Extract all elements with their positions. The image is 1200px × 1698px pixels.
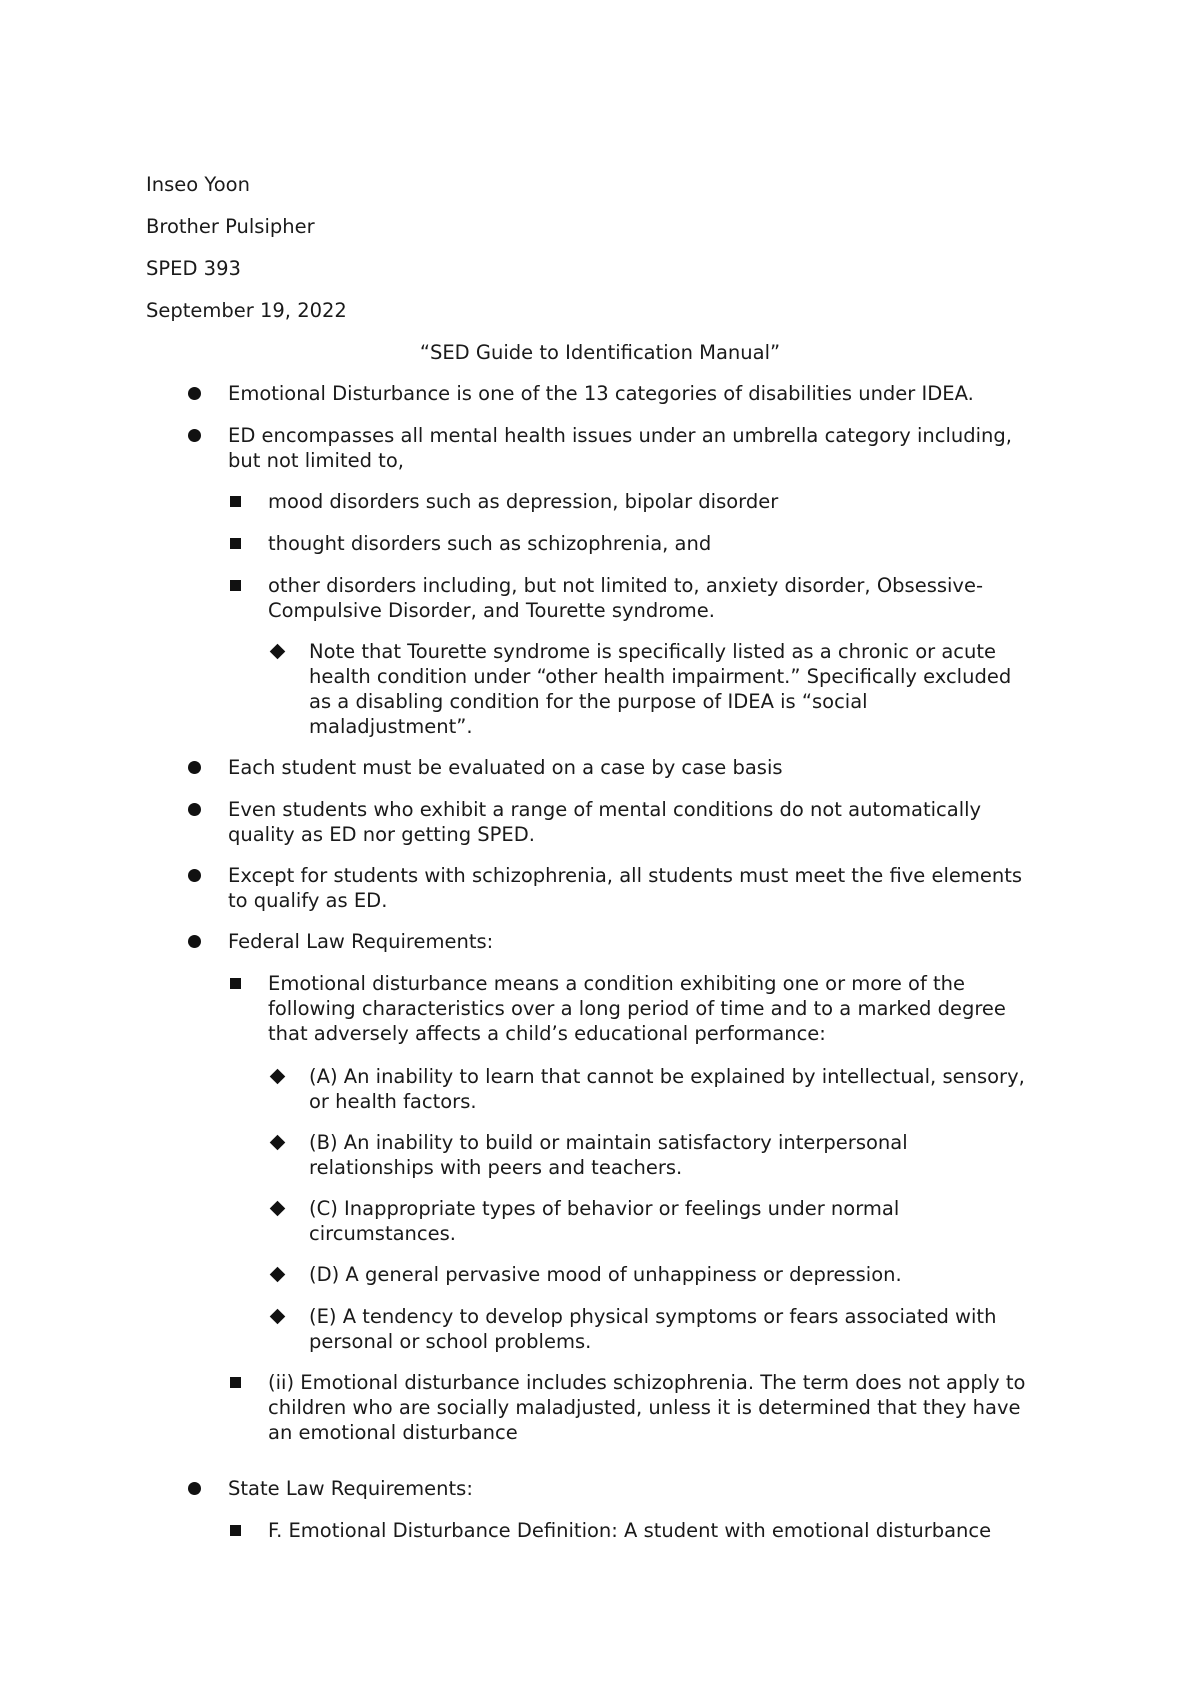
- list-item-line: children who are socially maladjusted, unless it is determined that they have: [268, 1396, 1021, 1419]
- list-item-line: Even students who exhibit a range of mental conditions do not automatically: [228, 798, 982, 821]
- list-item-level-1: [228, 797, 981, 847]
- list-item-line: Federal Law Requirements:: [228, 930, 494, 953]
- list-item-line: (ii) Emotional disturbance includes schizophrenia. The term does not apply to: [268, 1371, 1026, 1394]
- bullet-square-icon: [230, 1377, 241, 1388]
- list-item-line: relationships with peers and teachers.: [309, 1156, 683, 1179]
- list-item-line: maladjustment”.: [309, 715, 473, 738]
- author-name: Inseo Yoon: [146, 173, 250, 196]
- bullet-circle-icon: [188, 761, 201, 774]
- list-item-level-1: [228, 755, 783, 780]
- list-item-level-2: [268, 531, 711, 556]
- bullet-circle-icon: [188, 387, 201, 400]
- list-item-line: to qualify as ED.: [228, 889, 388, 912]
- list-item-line: Note that Tourette syndrome is specifically listed as a chronic or acute: [309, 640, 997, 663]
- list-item-line: ED encompasses all mental health issues under an umbrella category including,: [228, 424, 1012, 447]
- bullet-diamond-icon: [270, 1201, 286, 1217]
- document-title: “SED Guide to Identification Manual”: [419, 341, 781, 364]
- list-item-level-1: [228, 381, 974, 406]
- bullet-square-icon: [230, 978, 241, 989]
- bullet-square-icon: [230, 1525, 241, 1536]
- list-item-level-2: [268, 489, 778, 514]
- list-item-line: that adversely affects a child’s educational performance:: [268, 1022, 826, 1045]
- list-item-line: Except for students with schizophrenia, all students must meet the five elements: [228, 864, 1023, 887]
- list-item-line: F. Emotional Disturbance Definition: A student with emotional disturbance: [268, 1519, 992, 1542]
- bullet-diamond-icon: [270, 1309, 286, 1325]
- document-date: September 19, 2022: [146, 299, 347, 322]
- instructor-name: Brother Pulsipher: [146, 215, 315, 238]
- list-item-level-3: [309, 1196, 899, 1246]
- bullet-diamond-icon: [270, 1135, 286, 1151]
- list-item-line: an emotional disturbance: [268, 1421, 518, 1444]
- list-item-line: but not limited to,: [228, 449, 404, 472]
- bullet-square-icon: [230, 538, 241, 549]
- list-item-level-1: [228, 863, 1022, 913]
- list-item-line: or health factors.: [309, 1090, 477, 1113]
- list-item-line: quality as ED nor getting SPED.: [228, 823, 535, 846]
- list-item-line: mood disorders such as depression, bipolar disorder: [268, 490, 779, 513]
- bullet-circle-icon: [188, 935, 201, 948]
- list-item-line: Emotional Disturbance is one of the 13 categories of disabilities under IDEA.: [228, 382, 974, 405]
- bullet-diamond-icon: [270, 644, 286, 660]
- list-item-level-1: [228, 423, 1012, 473]
- list-item-level-2: [268, 573, 983, 623]
- list-item-line: State Law Requirements:: [228, 1477, 473, 1500]
- list-item-level-3: [309, 639, 1011, 739]
- list-item-line: personal or school problems.: [309, 1330, 592, 1353]
- list-item-level-2: [268, 971, 1006, 1046]
- list-item-level-3: [309, 1304, 996, 1354]
- list-item-line: (E) A tendency to develop physical symptoms or fears associated with: [309, 1305, 997, 1328]
- list-item-line: as a disabling condition for the purpose of IDEA is “social: [309, 690, 868, 713]
- course-code: SPED 393: [146, 257, 241, 280]
- list-item-line: Each student must be evaluated on a case by case basis: [228, 756, 783, 779]
- list-item-line: Compulsive Disorder, and Tourette syndrome.: [268, 599, 715, 622]
- list-item-level-3: [309, 1130, 908, 1180]
- list-item-line: circumstances.: [309, 1222, 456, 1245]
- list-item-line: (D) A general pervasive mood of unhappiness or depression.: [309, 1263, 902, 1286]
- list-item-line: thought disorders such as schizophrenia, and: [268, 532, 712, 555]
- bullet-circle-icon: [188, 1482, 201, 1495]
- bullet-circle-icon: [188, 869, 201, 882]
- bullet-circle-icon: [188, 803, 201, 816]
- list-item-line: (A) An inability to learn that cannot be explained by intellectual, sensory,: [309, 1065, 1025, 1088]
- bullet-diamond-icon: [270, 1267, 286, 1283]
- bullet-circle-icon: [188, 429, 201, 442]
- list-item-line: other disorders including, but not limited to, anxiety disorder, Obsessive-: [268, 574, 984, 597]
- bullet-square-icon: [230, 580, 241, 591]
- list-item-level-3: [309, 1262, 902, 1287]
- bullet-square-icon: [230, 496, 241, 507]
- list-item-level-1: [228, 1476, 473, 1501]
- list-item-level-3: [309, 1064, 1025, 1114]
- bullet-diamond-icon: [270, 1069, 286, 1085]
- list-item-level-1: [228, 929, 493, 954]
- list-item-level-2: [268, 1518, 991, 1543]
- list-item-line: health condition under “other health impairment.” Specifically excluded: [309, 665, 1012, 688]
- list-item-line: following characteristics over a long period of time and to a marked degree: [268, 997, 1006, 1020]
- list-item-line: (B) An inability to build or maintain satisfactory interpersonal: [309, 1131, 908, 1154]
- list-item-line: Emotional disturbance means a condition exhibiting one or more of the: [268, 972, 966, 995]
- list-item-line: (C) Inappropriate types of behavior or feelings under normal: [309, 1197, 900, 1220]
- list-item-level-2: [268, 1370, 1025, 1445]
